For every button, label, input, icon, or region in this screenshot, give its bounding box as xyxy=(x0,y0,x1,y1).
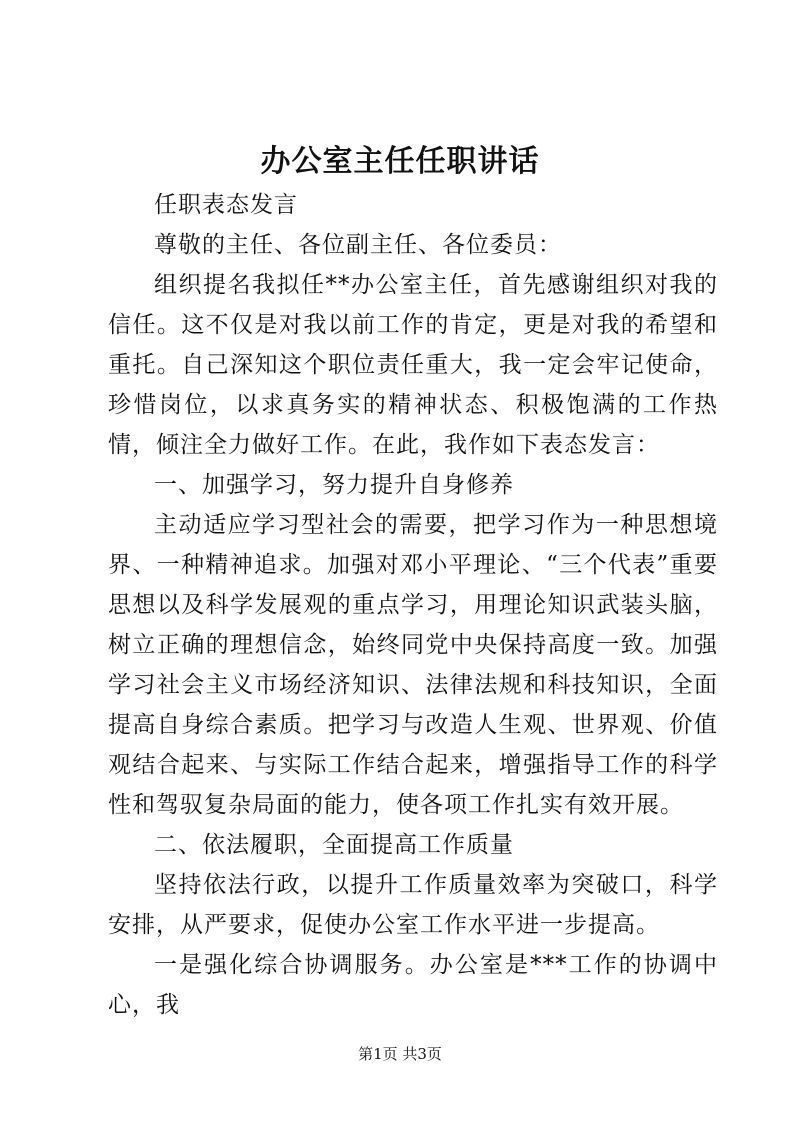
paragraph-section-1: 主动适应学习型社会的需要，把学习作为一种思想境界、一种精神追求。加强对邓小平理论、“三个代表”重要思想以及科学发展观的重点学习，用理论知识武装头脑，树立正确的理想信念，始终同党中央保持高度一致。加强学习社会主义市场经济知识、法律法规和科技知识，全面提高自身综合素质。把学习与改造人生观、世界观、价值观结合起来、与实际工作结合起来，增强指导工作的科学性和驾驭复杂局面的能力，使各项工作扎实有效开展。 xyxy=(108,512,718,818)
paragraph-point-1: 一是强化综合协调服务。办公室是***工作的协调中心，我 xyxy=(108,952,718,1018)
paragraph-salutation: 尊敬的主任、各位副主任、各位委员： xyxy=(154,232,562,258)
paragraph-subtitle: 任职表态发言 xyxy=(154,192,298,218)
section-heading-2: 二、依法履职，全面提高工作质量 xyxy=(154,832,514,858)
page-number-footer: 第1页 共3页 xyxy=(358,1045,442,1063)
paragraph-section-2: 坚持依法行政，以提升工作质量效率为突破口，科学安排，从严要求，促使办公室工作水平进一步提高。 xyxy=(108,872,718,938)
section-heading-1: 一、加强学习，努力提升自身修养 xyxy=(154,472,514,498)
paragraph-intro: 组织提名我拟任**办公室主任，首先感谢组织对我的信任。这不仅是对我以前工作的肯定，更是对我的希望和重托。自己深知这个职位责任重大，我一定会牢记使命，珍惜岗位，以求真务实的精神状态、积极饱满的工作热情，倾注全力做好工作。在此，我作如下表态发言： xyxy=(108,272,718,458)
document-body xyxy=(108,185,718,1025)
document-title: 办公室主任任职讲话 xyxy=(260,144,540,179)
